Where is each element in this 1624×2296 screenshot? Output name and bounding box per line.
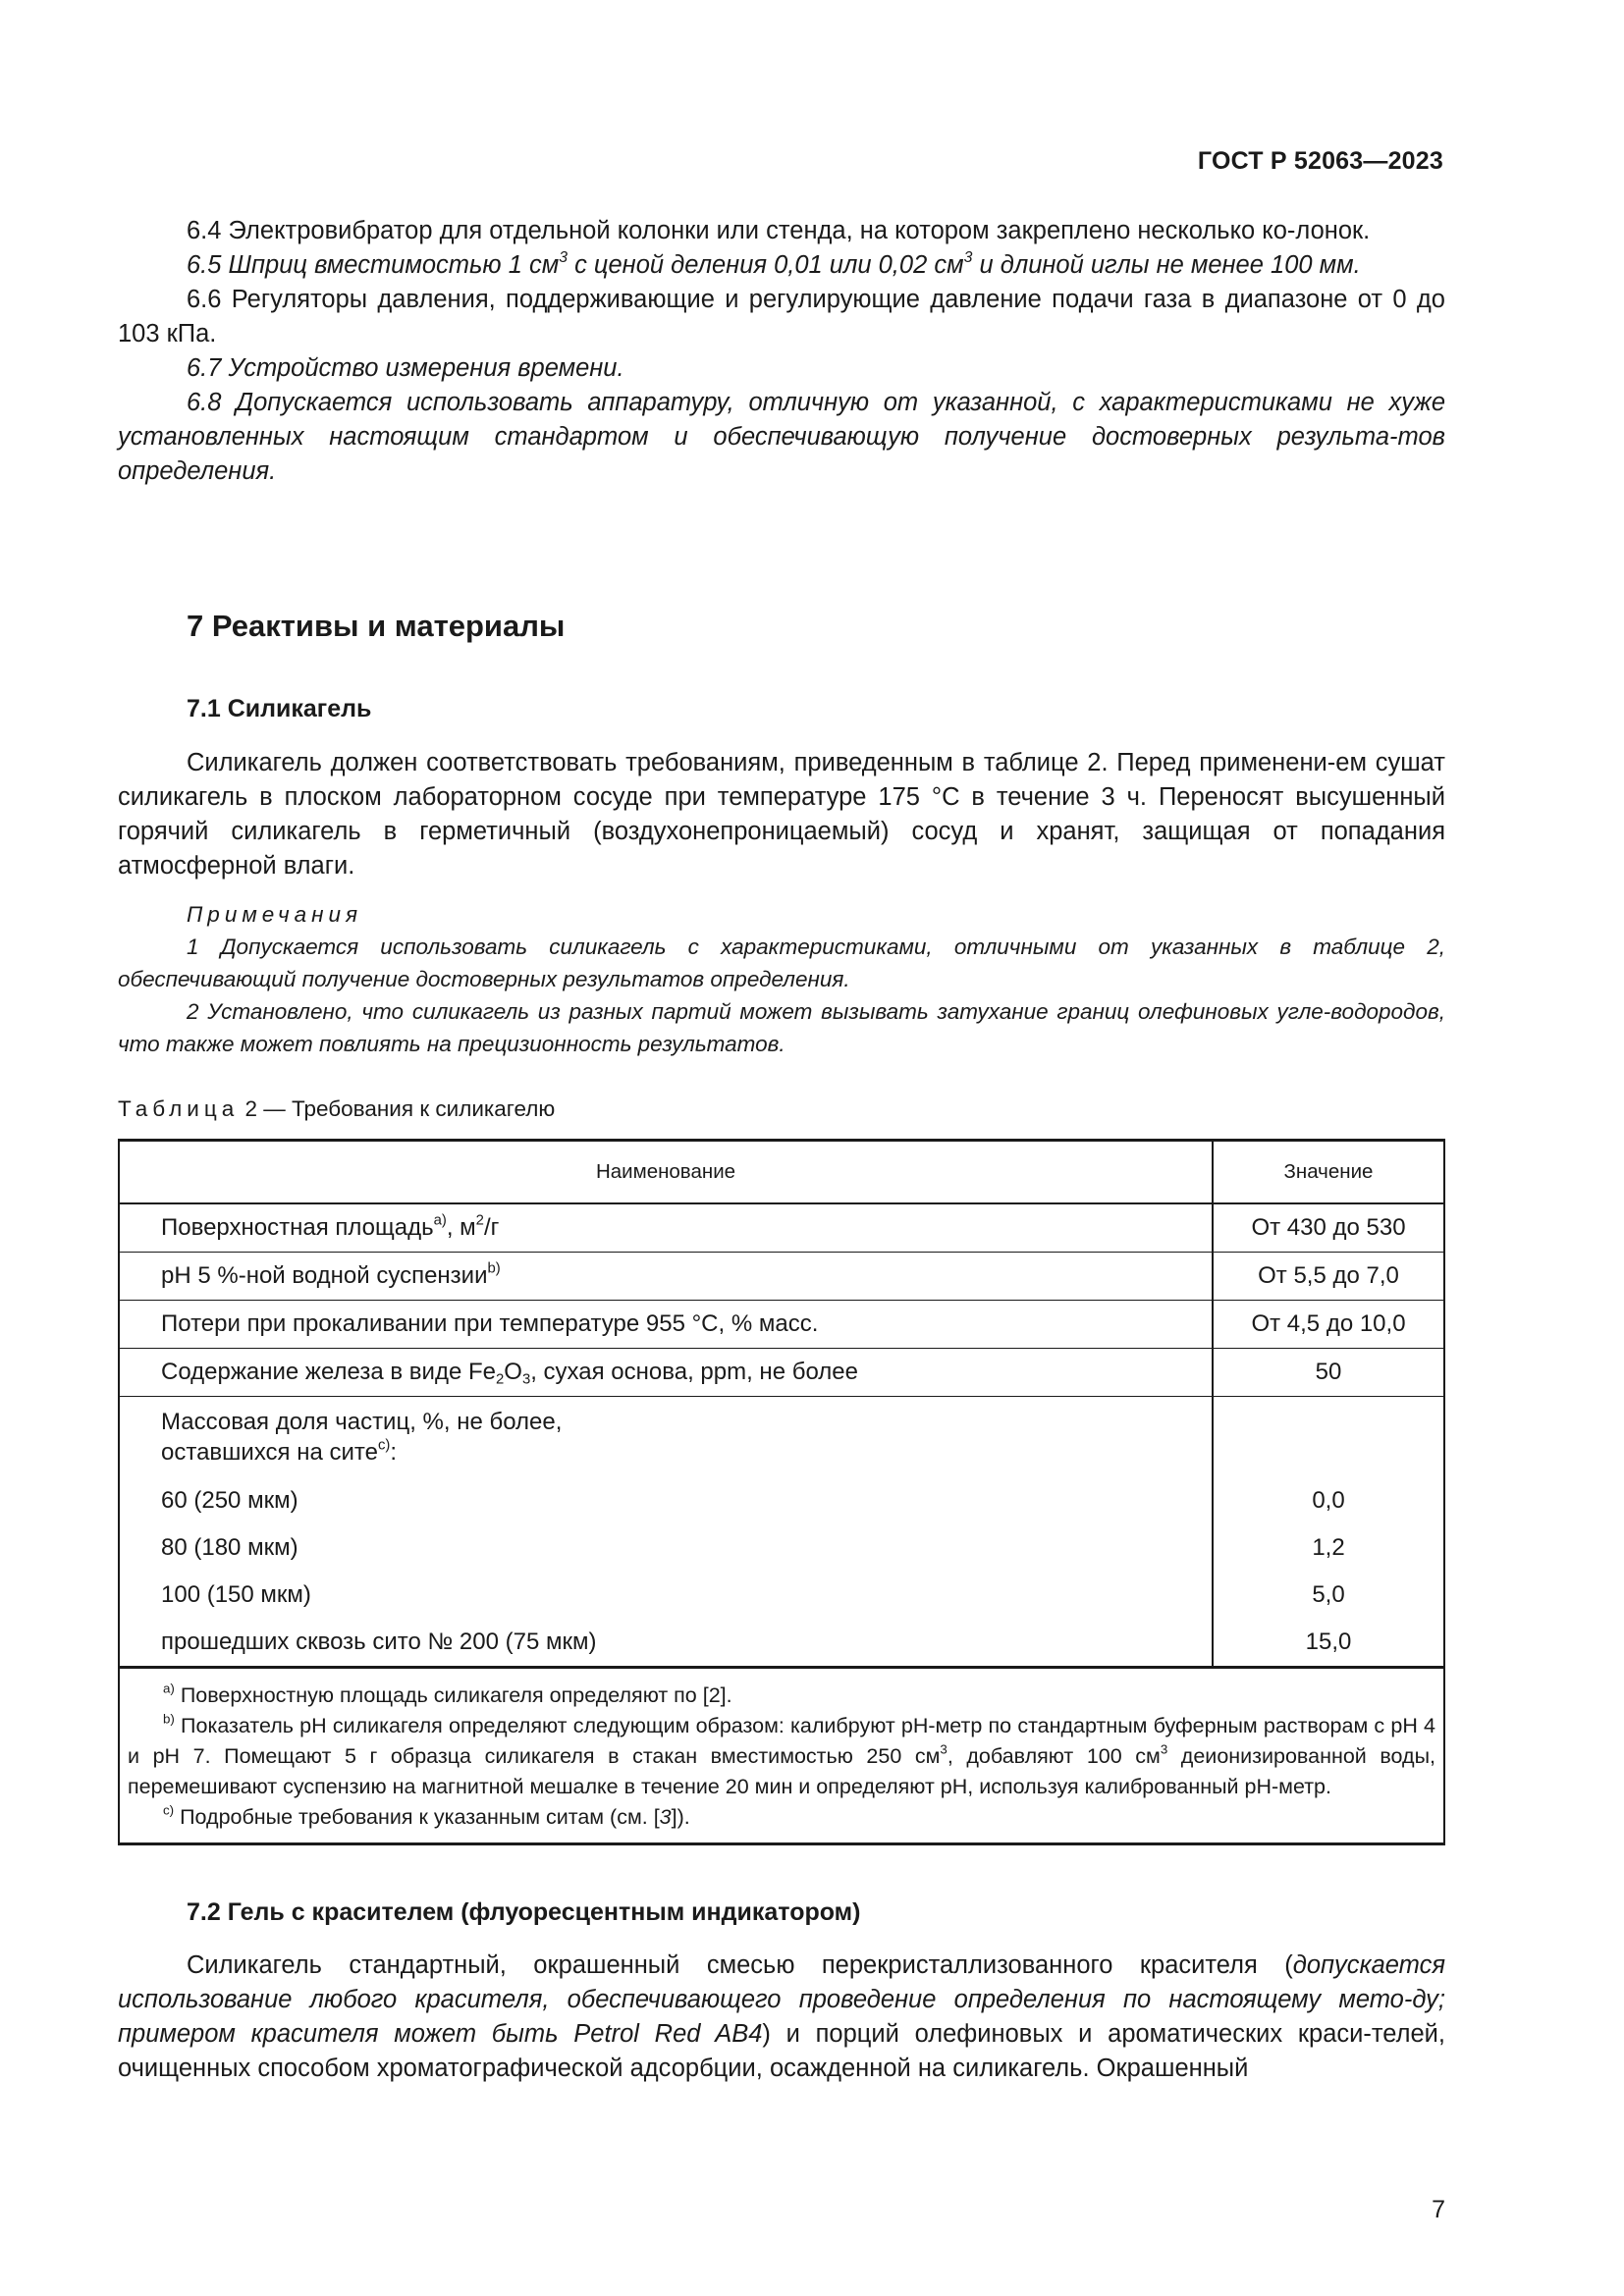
table-group-header-row — [119, 1397, 1444, 1478]
paragraph-6-5: 6.5 Шприц вместимостью 1 $см^3$ с ценой деления 0,01 или 0,02 $см^3$ и длиной иглы не менее 100 мм. — [187, 248, 1361, 279]
table-header-row — [119, 1141, 1444, 1204]
footnote-b: $^{b)}$ Показатель pH силикагеля определяют следующим образом: калибруют pH-метр по стандартным буферным растворам с pH 4 и pH 7. Помещают 5 г образца силикагеля в стакан вместимостью 250 $см^3$, добавляют 100 $см^3$ деионизированной воды, перемешивают суспензию на магнитной мешалке в течение 20 мин и определяют pH, используя калиброванный pH-метр. — [128, 1711, 1435, 1798]
table-cell-value: 0,0 — [1213, 1477, 1444, 1524]
section-7-heading: 7 Реактивы и материалы — [187, 609, 566, 643]
section-6-block — [118, 214, 1445, 489]
table-cell-value: 5,0 — [1213, 1572, 1444, 1619]
table-cell-value: 50 — [1213, 1349, 1444, 1397]
note-1: 1 Допускается использовать силикагель с характеристиками, отличными от указанных в таблице 2, обеспечивающий получение достоверных результатов определения. — [118, 934, 1445, 991]
subsection-7-1-body — [118, 746, 1445, 883]
notes-title: Примечания — [187, 902, 363, 927]
table-cell-name: прошедших сквозь сито № 200 (75 мкм) — [119, 1619, 1213, 1668]
table-footnotes — [119, 1668, 1444, 1844]
note-2: 2 Установлено, что силикагель из разных партий может вызывать затухание границ олефиновых угле-водородов, что также может повлиять на прецизионность результатов. — [118, 999, 1445, 1056]
table-cell-value-empty — [1213, 1397, 1444, 1478]
table-row — [119, 1572, 1444, 1619]
table-cell-name: pH 5 %-ной водной суспензии$^{b)}$ — [119, 1253, 1213, 1301]
paragraph-7-2: Силикагель стандартный, окрашенный смесью перекристаллизованного красителя (допускается использование любого красителя, обеспечивающего проведение определения по настоящему мето-ду; примером красителя может быть Petrol Red AB4) и порций олефиновых и ароматических краси-телей, очищенных способом хроматографической адсорбции, осажденной на силикагель. Окрашенный — [118, 1951, 1445, 2082]
table-cell-value: От 430 до 530 — [1213, 1203, 1444, 1253]
table-cell-value: 1,2 — [1213, 1524, 1444, 1572]
table-group-label: Массовая доля частиц, %, не более, оставшихся на сите$^{c)}$: — [119, 1397, 1213, 1478]
table-cell-value: От 4,5 до 10,0 — [1213, 1301, 1444, 1349]
paragraph-6-7: 6.7 Устройство измерения времени. — [187, 354, 624, 382]
table-footnotes-row — [119, 1668, 1444, 1844]
table-row — [119, 1619, 1444, 1668]
subsection-7-2-body — [118, 1949, 1445, 2086]
table-row — [119, 1349, 1444, 1397]
table-row — [119, 1253, 1444, 1301]
document-id-header: ГОСТ Р 52063—2023 — [1197, 147, 1443, 175]
table-row — [119, 1301, 1444, 1349]
notes-block — [118, 898, 1445, 1060]
table-row — [119, 1477, 1444, 1524]
table-row — [119, 1203, 1444, 1253]
table-cell-name: Поверхностная площадь$^{a)}$, $м^2/г$ — [119, 1203, 1213, 1253]
column-header-value: Значение — [1213, 1141, 1444, 1204]
paragraph-6-8: 6.8 Допускается использовать аппаратуру, отличную от указанной, с характеристиками не хуже установленных настоящим стандартом и обеспечивающую получение достоверных результа-тов определения. — [118, 389, 1445, 485]
page-number: 7 — [1432, 2196, 1445, 2223]
paragraph-6-4: 6.4 Электровибратор для отдельной колонки или стенда, на котором закреплено несколько ко-лонок. — [187, 217, 1371, 244]
table-cell-name: 100 (150 мкм) — [119, 1572, 1213, 1619]
table-cell-name: 80 (180 мкм) — [119, 1524, 1213, 1572]
column-header-name: Наименование — [119, 1141, 1213, 1204]
paragraph-7-1: Силикагель должен соответствовать требованиям, приведенным в таблице 2. Перед применени-ем сушат силикагель в плоском лабораторном сосуде при температуре 175 °С в течение 3 ч. Переносят высушенный горячий силикагель в герметичный (воздухонепроницаемый) сосуд и хранят, защищая от попадания атмосферной влаги. — [118, 749, 1445, 880]
footnote-c: $^{c)}$ Подробные требования к указанным ситам (см. [3]). — [163, 1802, 690, 1829]
subsection-7-1-heading: 7.1 Силикагель — [187, 695, 372, 722]
subsection-7-2-heading: 7.2 Гель с красителем (флуоресцентным индикатором) — [187, 1898, 861, 1926]
table-cell-name: Содержание железа в виде $Fe_2O_3$, сухая основа, ppm, не более — [119, 1349, 1213, 1397]
table-2-caption: Таблица 2 — Требования к силикагелю — [118, 1096, 556, 1121]
footnote-a: $^{a)}$ Поверхностную площадь силикагеля определяют по [2]. — [163, 1681, 732, 1707]
paragraph-6-6: 6.6 Регуляторы давления, поддерживающие и регулирующие давление подачи газа в диапазоне от 0 до 103 кПа. — [118, 286, 1445, 347]
table-cell-name: Потери при прокаливании при температуре 955 °С, % масс. — [119, 1301, 1213, 1349]
table-cell-value: От 5,5 до 7,0 — [1213, 1253, 1444, 1301]
table-cell-value: 15,0 — [1213, 1619, 1444, 1668]
table-row — [119, 1524, 1444, 1572]
table-cell-name: 60 (250 мкм) — [119, 1477, 1213, 1524]
table-2 — [118, 1139, 1445, 1845]
